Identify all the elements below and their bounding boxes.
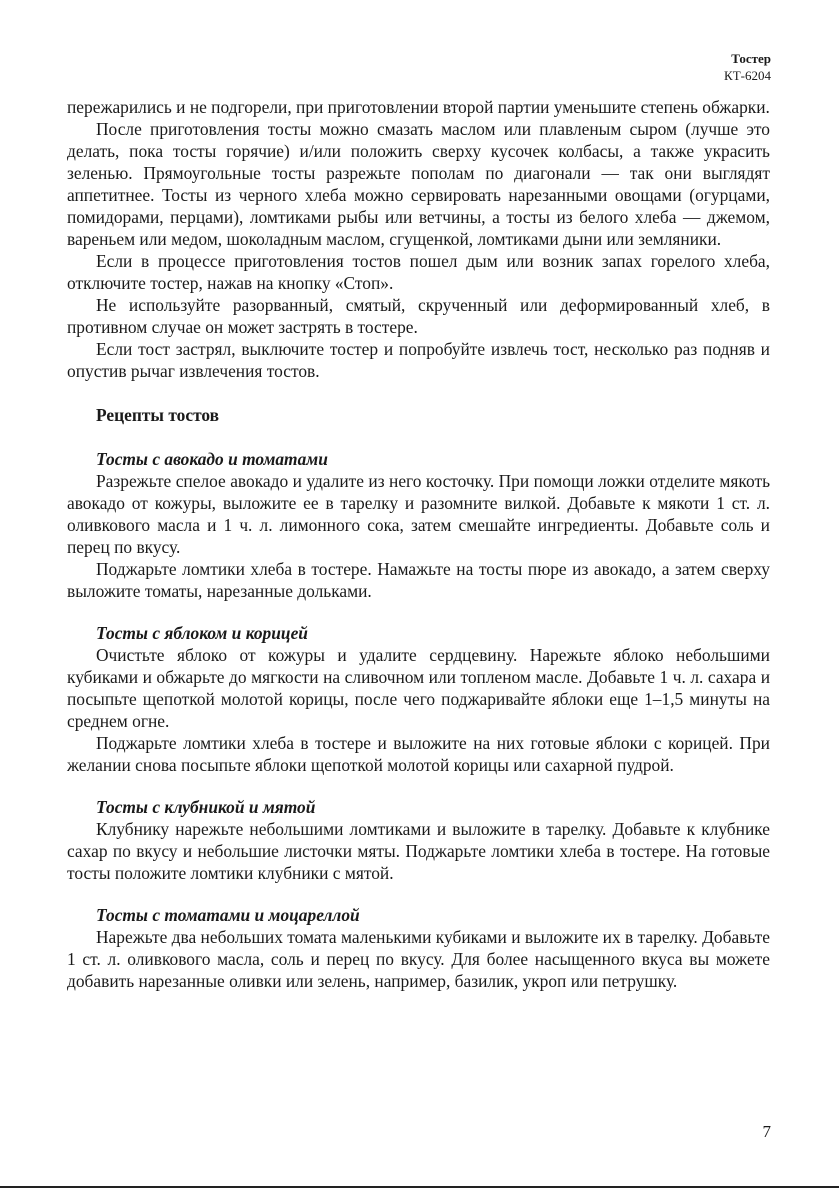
recipe-title: Тосты с клубникой и мятой bbox=[96, 797, 316, 817]
recipe-paragraph: Поджарьте ломтики хлеба в тостере и выложите на них готовые яблоки с корицей. При желании снова посыпьте яблоки щепоткой молотой корицы или сахарной пудрой. bbox=[67, 733, 770, 775]
intro-paragraph: Не используйте разорванный, смятый, скрученный или деформированный хлеб, в противном случае он может застрять в тостере. bbox=[67, 295, 770, 337]
header-product-title: Тостер bbox=[731, 51, 771, 66]
recipe-paragraph: Клубнику нарежьте небольшими ломтиками и выложите в тарелку. Добавьте к клубнике сахар по вкусу и небольшие листочки мяты. Поджарьте ломтики хлеба в тостере. На готовые тосты положите ломтики клубники с мятой. bbox=[67, 819, 770, 883]
page-content bbox=[67, 96, 770, 992]
recipe-paragraph: Разрежьте спелое авокадо и удалите из него косточку. При помощи ложки отделите мякоть авокадо от кожуры, выложите ее в тарелку и разомните вилкой. Добавьте к мякоти 1 ст. л. оливкового масла и 1 ч. л. лимонного сока, затем смешайте ингредиенты. Добавьте соль и перец по вкусу. bbox=[67, 471, 770, 557]
page-header bbox=[724, 50, 771, 84]
intro-paragraph: пережарились и не подгорели, при приготовлении второй партии уменьшите степень обжарки. bbox=[67, 97, 770, 117]
recipe-title: Тосты с томатами и моцареллой bbox=[96, 905, 360, 925]
intro-paragraph: Если в процессе приготовления тостов пошел дым или возник запах горелого хлеба, отключите тостер, нажав на кнопку «Стоп». bbox=[67, 251, 770, 293]
recipe-paragraph: Нарежьте два небольших томата маленькими кубиками и выложите их в тарелку. Добавьте 1 ст. л. оливкового масла, соль и перец по вкусу. Для более насыщенного вкуса вы можете добавить нарезанные оливки или зелень, например, базилик, укроп или петрушку. bbox=[67, 927, 770, 991]
recipe-title: Тосты с авокадо и томатами bbox=[96, 449, 328, 469]
page-number: 7 bbox=[762, 1122, 771, 1141]
recipe-title: Тосты с яблоком и корицей bbox=[96, 623, 308, 643]
recipe-paragraph: Поджарьте ломтики хлеба в тостере. Намажьте на тосты пюре из авокадо, а затем сверху выложите томаты, нарезанные дольками. bbox=[67, 559, 770, 601]
recipe-paragraph: Очистьте яблоко от кожуры и удалите сердцевину. Нарежьте яблоко небольшими кубиками и обжарьте до мягкости на сливочном или топленом масле. Добавьте 1 ч. л. сахара и посыпьте щепоткой молотой корицы, после чего поджаривайте яблоки еще 1–1,5 минуты на среднем огне. bbox=[67, 645, 770, 731]
header-model-number: КТ-6204 bbox=[724, 68, 771, 83]
intro-paragraph: После приготовления тосты можно смазать маслом или плавленым сыром (лучше это делать, пока тосты горячие) и/или положить сверху кусочек колбасы, а также украсить зеленью. Прямоугольные тосты разрежьте пополам по диагонали — так они выглядят аппетитнее. Тосты из черного хлеба можно сервировать нарезанными овощами (огурцами, помидорами, перцами), ломтиками рыбы или ветчины, а тосты из белого хлеба — джемом, вареньем или медом, шоколадным маслом, сгущенкой, ломтиками дыни или земляники. bbox=[67, 119, 770, 249]
intro-paragraph: Если тост застрял, выключите тостер и попробуйте извлечь тост, несколько раз подняв и опустив рычаг извлечения тостов. bbox=[67, 339, 770, 381]
section-heading: Рецепты тостов bbox=[96, 405, 220, 425]
